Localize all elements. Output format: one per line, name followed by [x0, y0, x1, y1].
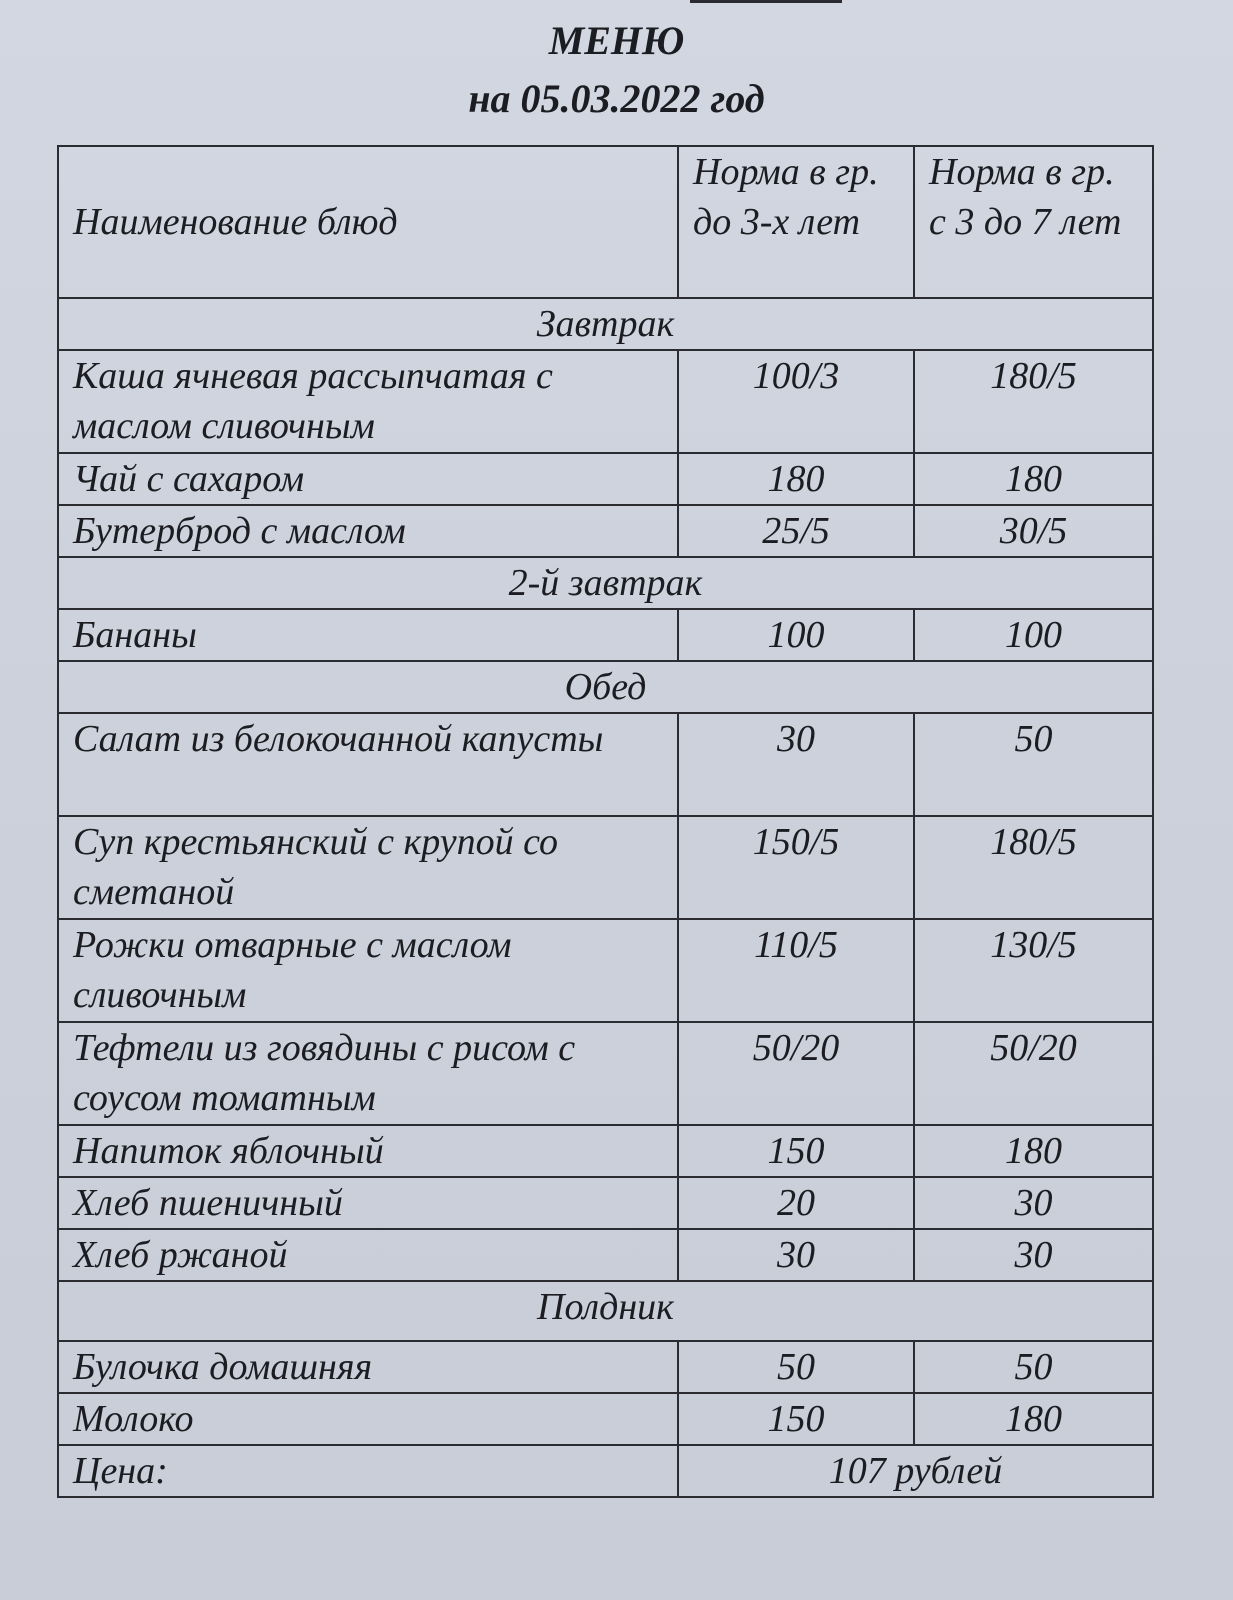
dish-norm-group1: 30 [678, 713, 914, 816]
dish-norm-group2: 180 [914, 1393, 1153, 1445]
dish-norm-group1: 150/5 [678, 816, 914, 919]
dish-name: Суп крестьянский с крупой со сметаной [58, 816, 678, 919]
dish-norm-group1: 50 [678, 1341, 914, 1393]
dish-name: Напиток яблочный [58, 1125, 678, 1177]
table-header-row [58, 146, 1153, 298]
table-row [58, 609, 1153, 661]
column-header-group1: Норма в гр. до 3-х лет [678, 146, 914, 298]
dish-norm-group2: 180 [914, 453, 1153, 505]
section-row-breakfast [58, 298, 1153, 350]
dish-norm-group1: 150 [678, 1393, 914, 1445]
dish-norm-group2: 30 [914, 1229, 1153, 1281]
price-label: Цена: [58, 1445, 678, 1497]
price-row [58, 1445, 1153, 1497]
menu-table [57, 145, 1154, 1498]
dish-norm-group2: 180/5 [914, 816, 1153, 919]
dish-norm-group2: 50 [914, 1341, 1153, 1393]
table-row [58, 505, 1153, 557]
dish-name: Тефтели из говядины с рисом с соусом томатным [58, 1022, 678, 1125]
dish-norm-group1: 180 [678, 453, 914, 505]
table-row [58, 1229, 1153, 1281]
section-row-lunch [58, 661, 1153, 713]
table-row [58, 816, 1153, 919]
table-row [58, 919, 1153, 1022]
dish-norm-group1: 110/5 [678, 919, 914, 1022]
table-row [58, 1125, 1153, 1177]
dish-name: Чай с сахаром [58, 453, 678, 505]
price-value: 107 рублей [678, 1445, 1153, 1497]
section-row-afternoon-snack [58, 1281, 1153, 1341]
dish-norm-group2: 180 [914, 1125, 1153, 1177]
dish-name: Хлеб ржаной [58, 1229, 678, 1281]
dish-name: Хлеб пшеничный [58, 1177, 678, 1229]
table-row [58, 350, 1153, 453]
dish-name: Салат из белокочанной капусты [58, 713, 678, 816]
column-header-group2: Норма в гр. с 3 до 7 лет [914, 146, 1153, 298]
section-title: Обед [58, 661, 1153, 713]
column-header-name: Наименование блюд [58, 146, 678, 298]
dish-norm-group1: 100/3 [678, 350, 914, 453]
dish-norm-group1: 25/5 [678, 505, 914, 557]
dish-norm-group2: 130/5 [914, 919, 1153, 1022]
section-title: Полдник [58, 1281, 1153, 1341]
dish-name: Булочка домашняя [58, 1341, 678, 1393]
table-row [58, 1341, 1153, 1393]
dish-norm-group1: 30 [678, 1229, 914, 1281]
top-edge-line [690, 0, 842, 3]
dish-name: Рожки отварные с маслом сливочным [58, 919, 678, 1022]
section-title: 2-й завтрак [58, 557, 1153, 609]
section-title: Завтрак [58, 298, 1153, 350]
page-subtitle: на 05.03.2022 год [468, 76, 765, 121]
dish-norm-group1: 100 [678, 609, 914, 661]
section-row-second-breakfast [58, 557, 1153, 609]
dish-norm-group2: 50/20 [914, 1022, 1153, 1125]
dish-norm-group2: 30 [914, 1177, 1153, 1229]
dish-norm-group2: 30/5 [914, 505, 1153, 557]
dish-norm-group2: 50 [914, 713, 1153, 816]
dish-name: Молоко [58, 1393, 678, 1445]
dish-norm-group2: 100 [914, 609, 1153, 661]
dish-norm-group1: 150 [678, 1125, 914, 1177]
dish-norm-group1: 50/20 [678, 1022, 914, 1125]
dish-norm-group2: 180/5 [914, 350, 1153, 453]
page-title: МЕНЮ [548, 18, 685, 63]
table-row [58, 713, 1153, 816]
table-row [58, 1022, 1153, 1125]
dish-name: Бананы [58, 609, 678, 661]
dish-name: Каша ячневая рассыпчатая с маслом сливочным [58, 350, 678, 453]
dish-name: Бутерброд с маслом [58, 505, 678, 557]
table-row [58, 1177, 1153, 1229]
dish-norm-group1: 20 [678, 1177, 914, 1229]
table-row [58, 453, 1153, 505]
table-row [58, 1393, 1153, 1445]
